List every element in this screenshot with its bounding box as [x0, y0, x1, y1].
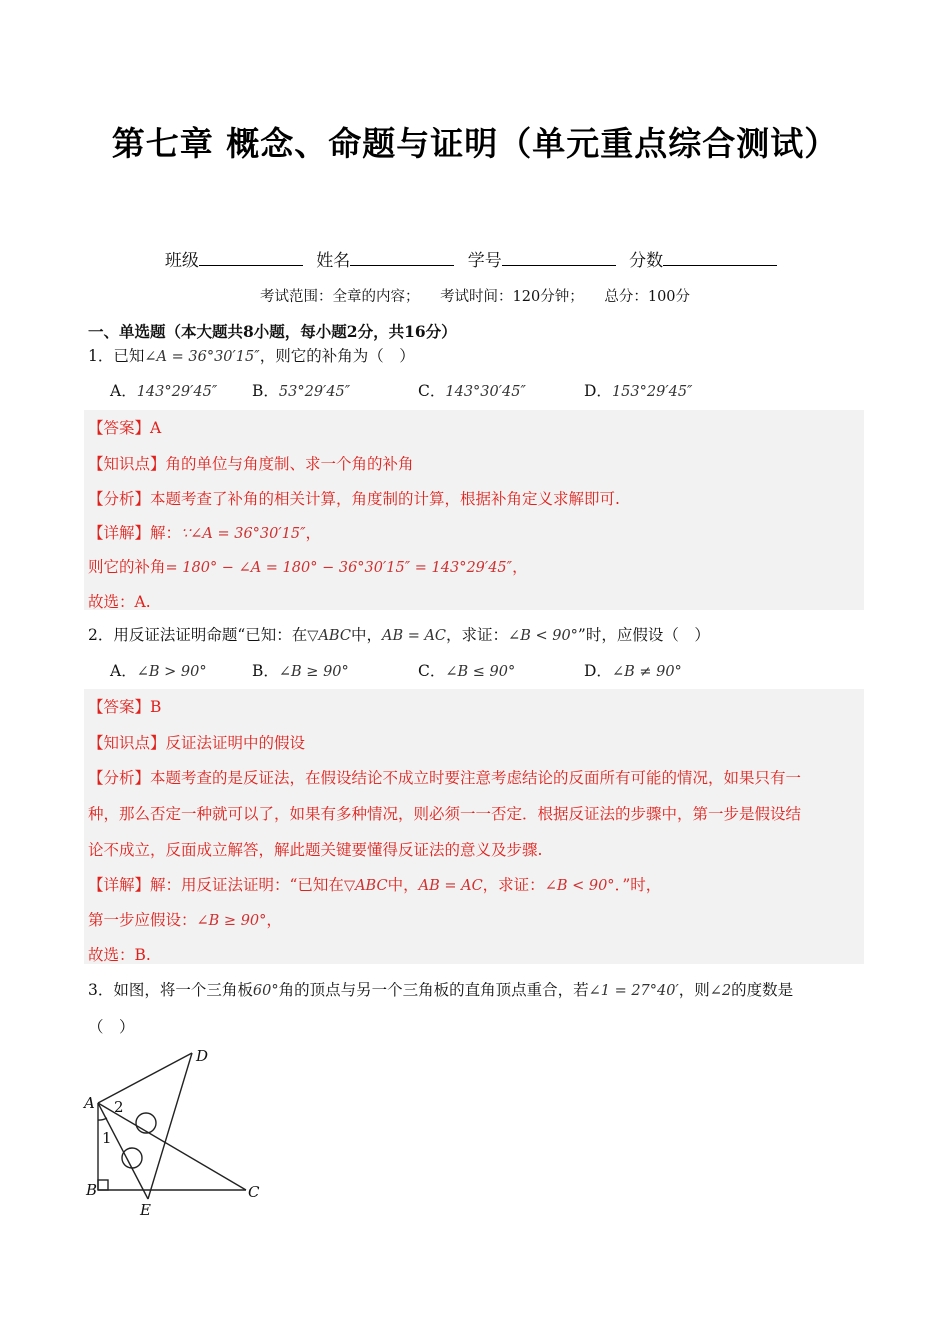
q1-answer: 【答案】A — [88, 419, 162, 437]
class-field[interactable] — [199, 249, 303, 266]
q2-answer-box — [84, 689, 864, 964]
q1-analysis: 【分析】本题考查了补角的相关计算，角度制的计算，根据补角定义求解即可. — [88, 490, 620, 508]
q2-conclusion: 故选：B. — [88, 946, 151, 964]
class-label: 班级 — [164, 251, 199, 271]
triangle-hole-2 — [122, 1148, 142, 1168]
label-b: B — [86, 1181, 98, 1199]
name-label: 姓名 — [316, 251, 351, 271]
exam-time: 考试时间：120分钟； — [440, 289, 584, 305]
q2-analysis-2: 种，那么否定一种就可以了，如果有多种情况，则必须一一否定．根据反证法的步骤中，第一步是假设结 — [88, 805, 802, 823]
q2-analysis-3: 论不成立，反面成立解答，解此题关键要懂得反证法的意义及步骤. — [88, 841, 543, 859]
name-field[interactable] — [350, 249, 454, 266]
label-2: 2 — [114, 1098, 124, 1116]
label-d: D — [196, 1047, 209, 1065]
q2-option-c[interactable]: C．∠B ≤ 90° — [418, 662, 516, 680]
exam-total: 总分：100分 — [604, 289, 691, 305]
segment-ad — [98, 1053, 192, 1103]
q1-detail: 【详解】解：∵∠A = 36°30′15″， — [88, 524, 322, 542]
label-e: E — [140, 1201, 151, 1219]
label-c: C — [248, 1183, 260, 1201]
q1-option-c[interactable]: C．143°30′45″ — [418, 382, 526, 400]
q2-knowledge: 【知识点】反证法证明中的假设 — [88, 734, 306, 752]
q2-option-d[interactable]: D．∠B ≠ 90° — [584, 662, 682, 680]
q2-answer: 【答案】B — [88, 698, 162, 716]
label-a: A — [84, 1094, 95, 1112]
page-title: 第七章 概念、命题与证明（单元重点综合测试） — [111, 124, 839, 163]
q3-figure — [80, 1045, 280, 1225]
angle-1-arc — [98, 1118, 107, 1120]
number-label: 学号 — [467, 251, 502, 271]
q2-option-a[interactable]: A．∠B > 90° — [110, 662, 207, 680]
exam-range: 考试范围：全章的内容； — [259, 289, 420, 305]
right-angle-mark — [98, 1180, 108, 1190]
student-info — [0, 246, 950, 271]
number-field[interactable] — [502, 249, 616, 266]
q1-formula: ∠A = 36°30′15″ — [144, 349, 260, 365]
q2-detail: 【详解】解：用反证法证明：“已知在▽ABC中，AB = AC，求证：∠B < 90°．”时， — [88, 876, 662, 894]
segment-de — [148, 1053, 192, 1199]
q2-option-b[interactable]: B．∠B ≥ 90° — [252, 662, 349, 680]
q1-answer-box — [84, 410, 864, 610]
question-2: 2．用反证法证明命题“已知：在▽ABC中，AB = AC，求证：∠B < 90°”时，应假设（ ） — [88, 626, 710, 644]
score-field[interactable] — [663, 249, 777, 266]
section-heading: 一、单选题（本大题共8小题，每小题2分，共16分） — [88, 322, 457, 341]
exam-scope — [0, 285, 950, 306]
triangle-hole-1 — [136, 1113, 156, 1133]
question-3-paren: （ ） — [88, 1018, 135, 1036]
label-1: 1 — [102, 1129, 112, 1147]
question-1: 1．已知∠A = 36°30′15″，则它的补角为（ ） — [88, 347, 415, 365]
score-label: 分数 — [629, 251, 664, 271]
q2-detail-line2: 第一步应假设：∠B ≥ 90°， — [88, 911, 282, 929]
q1-option-b[interactable]: B．53°29′45″ — [252, 382, 351, 400]
q1-knowledge: 【知识点】角的单位与角度制、求一个角的补角 — [88, 455, 414, 473]
q1-option-d[interactable]: D．153°29′45″ — [584, 382, 693, 400]
question-3: 3．如图，将一个三角板60°角的顶点与另一个三角板的直角顶点重合，若∠1 = 27°40′，则∠2的度数是 — [88, 981, 794, 999]
q1-detail-line2: 则它的补角= 180° − ∠A = 180° − 36°30′15″ = 143°29′45″， — [88, 558, 528, 576]
q2-analysis-1: 【分析】本题考查的是反证法，在假设结论不成立时要注意考虑结论的反面所有可能的情况，如果只有一 — [88, 769, 802, 787]
q1-option-a[interactable]: A．143°29′45″ — [110, 382, 218, 400]
q1-conclusion: 故选：A. — [88, 593, 151, 611]
